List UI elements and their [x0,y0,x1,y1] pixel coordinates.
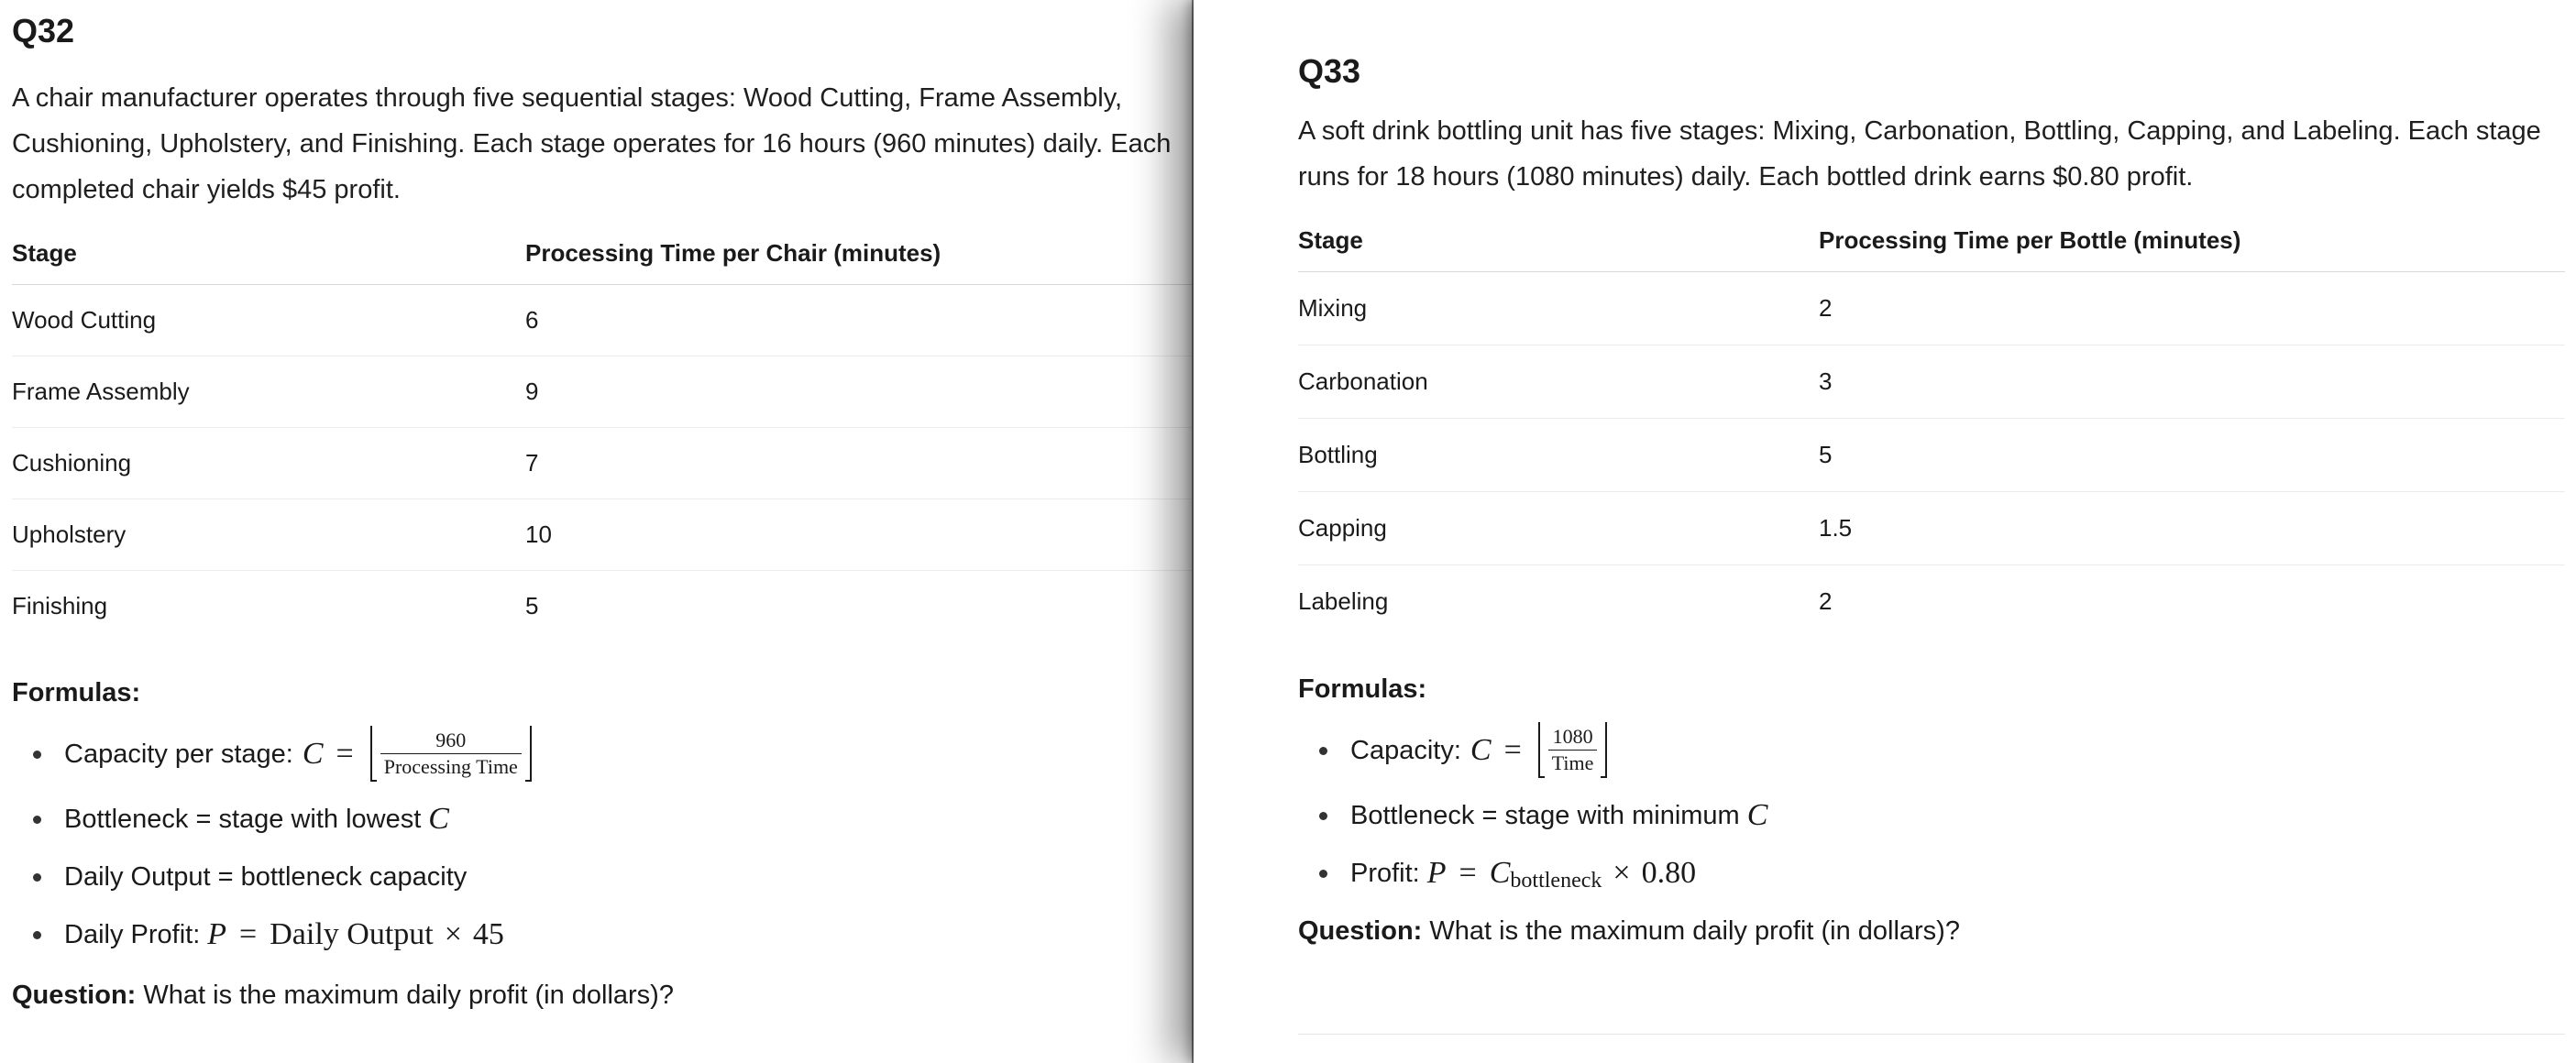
fraction-numerator: 960 [435,729,467,751]
stage-time: 6 [525,285,1194,356]
math-equals: = [336,736,354,771]
q32-formulas-title: Formulas: [12,678,141,707]
math-term: Daily Output [270,917,434,951]
floor-right-bracket [1601,722,1607,778]
table-row [12,356,1194,428]
q32-stage-table [12,222,1194,641]
stage-time: 10 [525,499,1194,571]
formula-output [64,857,1194,897]
math-var-c: C [1489,856,1511,890]
stage-name: Bottling [1298,419,1819,492]
math-var: C [1470,732,1492,767]
q33-panel [1194,0,2576,1063]
table-row [12,428,1194,499]
q32-title: Q32 [12,12,75,49]
table-row [1298,565,2565,639]
stage-time: 7 [525,428,1194,499]
stage-name: Frame Assembly [12,356,525,428]
stage-name: Upholstery [12,499,525,571]
formula-bottleneck [1350,795,2565,836]
stage-name: Mixing [1298,272,1819,345]
formula-profit [1350,853,2565,893]
floor-brackets [1538,722,1608,778]
stage-time: 9 [525,356,1194,428]
formula-profit-math [207,915,504,955]
question-label: Question: [12,981,137,1010]
question-text: What is the maximum daily profit (in dollars)? [136,981,674,1010]
math-var: C [428,802,449,836]
math-subscript: bottleneck [1510,869,1602,893]
table-row [1298,492,2565,565]
q32-intro: A chair manufacturer operates through five sequential stages: Wood Cutting, Frame Assembly, Cushioning, Upholstery, and Finishing. Each stage operates for 16 hours (960 minutes) daily. Each completed chair yields $45 profit. [12,83,1172,204]
stage-name: Finishing [12,592,108,619]
q33-title: Q33 [1298,52,1361,90]
stage-name: Labeling [1298,587,1389,615]
stage-name: Carbonation [1298,345,1819,419]
q33-formula-list [1298,722,2565,893]
floor-brackets [370,726,532,782]
math-factor: 0.80 [1641,856,1697,890]
table-header-stage: Stage [1298,209,1819,272]
q32-formula-list [12,726,1194,955]
math-equals: = [239,917,258,951]
table-row [1298,419,2565,492]
math-var: P [207,917,227,951]
fraction [1545,722,1602,778]
math-factor: 45 [472,917,504,951]
formula-profit-math [1427,853,1696,893]
formula-output-label: Daily Output = bottleneck capacity [64,862,468,892]
formula-capacity-math [303,726,532,782]
formula-bottleneck-label: Bottleneck = stage with minimum [1350,801,1740,830]
formula-profit-label: Daily Profit: [64,920,201,949]
q32-panel [0,0,1194,1063]
formula-profit [64,915,1194,955]
fraction [377,726,525,782]
stage-time: 5 [525,592,539,619]
formula-capacity-math [1470,722,1608,778]
table-row [12,571,1194,642]
stage-time: 3 [1819,345,2565,419]
math-equals: = [1503,732,1522,767]
floor-left-bracket [370,726,377,782]
q33-question [1298,911,2565,951]
q33-formulas-title: Formulas: [1298,674,1427,704]
table-header-row [12,222,1194,285]
table-header-time: Processing Time per Chair (minutes) [525,222,1194,285]
formula-capacity [1350,722,2565,778]
math-equals: = [1459,856,1477,890]
formula-capacity-label: Capacity per stage: [64,739,293,769]
stage-time: 2 [1819,272,2565,345]
math-var: C [302,736,324,771]
math-var: P [1426,856,1447,890]
stage-name: Cushioning [12,428,525,499]
table-row [12,285,1194,356]
table-row [12,499,1194,571]
table-header-row [1298,209,2565,272]
fraction-denominator: Time [1548,750,1598,774]
q33-intro: A soft drink bottling unit has five stages: Mixing, Carbonation, Bottling, Capping, and Labeling. Each stage runs for 18 hours (1080 minutes) daily. Each bottled drink earns $0.80 profit. [1298,116,2541,192]
formula-bottleneck [64,799,1194,839]
table-row [1298,345,2565,419]
formula-capacity-label: Capacity: [1350,735,1461,765]
formula-profit-label: Profit: [1350,859,1420,888]
divider-line [1298,1034,2565,1035]
fraction-denominator: Processing Time [380,753,522,778]
floor-right-bracket [525,726,532,782]
formula-capacity [64,726,1194,782]
question-text: What is the maximum daily profit (in dollars)? [1422,916,1960,946]
table-row [1298,272,2565,345]
table-header-time: Processing Time per Bottle (minutes) [1819,209,2565,272]
table-header-stage: Stage [12,222,525,285]
question-label: Question: [1298,916,1423,946]
stage-time: 1.5 [1819,492,2565,565]
stage-time: 5 [1819,419,2565,492]
formula-bottleneck-label: Bottleneck = stage with lowest [64,805,422,834]
stage-name: Capping [1298,492,1819,565]
stage-name: Wood Cutting [12,285,525,356]
floor-left-bracket [1538,722,1545,778]
math-times: × [1613,856,1631,890]
q33-stage-table [1298,209,2565,638]
fraction-numerator: 1080 [1552,725,1593,748]
math-times: × [444,917,462,951]
math-var: C [1746,798,1768,832]
q32-question [12,975,1194,1015]
stage-time: 2 [1819,587,1833,615]
